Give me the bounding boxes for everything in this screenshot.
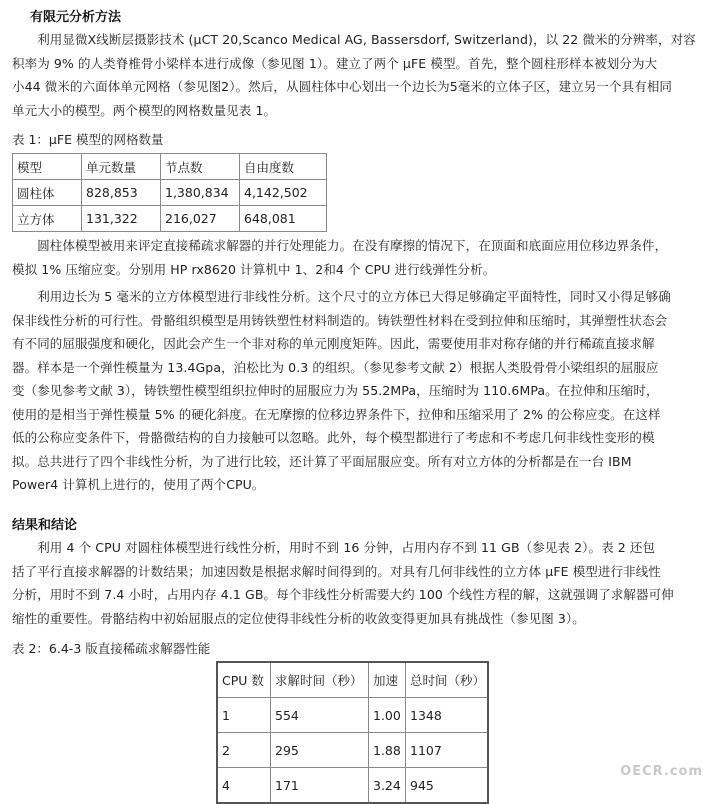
- table-header-row: [13, 154, 327, 180]
- text-line: 拟。总共进行了四个非线性分析，为了进行比较，还计算了平面屈服应变。所有对立方体的分析都是在一台 IBM: [12, 453, 632, 469]
- table-cell: 4,142,502: [240, 180, 327, 206]
- text-line: 利用显微X线断层摄影技术 (μCT 20,Scanco Medical AG, Bassersdorf, Switzerland)，以 22 微米的分辨率，对容: [12, 32, 696, 47]
- table-cell: 1348: [406, 698, 489, 733]
- table-cell: 立方体: [13, 206, 82, 232]
- table1-mesh-counts: [12, 153, 327, 232]
- text-line: 变（参见参考文献 3），铸铁塑性模型组织拉伸时的屈服应力为 55.2MPa，压缩时为 110.6MPa。在拉伸和压缩时，: [12, 383, 659, 398]
- text-line: 利用边长为 5 毫米的立方体模型进行非线性分析。这个尺寸的立方体已大得足够确定平面特性，同时又小得足够确: [12, 289, 671, 304]
- table-header-cell: 求解时间（秒）: [271, 662, 369, 698]
- text-line: 器。样本是一个弹性模量为 13.4Gpa，泊松比为 0.3 的组织。（参见参考文献 2）根据人类股骨骨小梁组织的屈服应: [12, 359, 659, 375]
- section-title-results: 结果和结论: [12, 518, 78, 533]
- text-line: 分析，用时不到 7.4 小时，占用内存 4.1 GB。每个非线性分析需要大约 100 个线性方程的解，这就强调了求解器可伸: [12, 587, 674, 602]
- methods-paragraph-3: [12, 285, 698, 497]
- table-cell: 4: [217, 768, 271, 804]
- methods-paragraph-1: [12, 28, 698, 122]
- table1-caption: 表 1：μFE 模型的网格数量: [12, 132, 164, 147]
- table-header-cell: 加速: [369, 662, 406, 698]
- table-row: [217, 768, 488, 804]
- table-cell: 216,027: [161, 206, 240, 232]
- table-cell: 圆柱体: [13, 180, 82, 206]
- table-header-cell: 总时间（秒）: [406, 662, 489, 698]
- text-line: 保非线性分析的可行性。骨骼组织模型是用铸铁塑性材料制造的。铸铁塑性材料在受到拉伸和压缩时，其弹塑性状态会: [12, 312, 668, 328]
- text-line: 缩性的重要性。骨骼结构中初始屈服点的定位使得非线性分析的收敛变得更加具有挑战性（参见图 3）。: [12, 610, 585, 626]
- table-header-cell: 模型: [13, 154, 82, 180]
- text-line: 括了平行直接求解器的计数结果；加速因数是根据求解时间得到的。对具有几何非线性的立方体 μFE 模型进行非线性: [12, 563, 661, 579]
- table-cell: 2: [217, 733, 271, 768]
- table-cell: 1: [217, 698, 271, 733]
- table-header-cell: 自由度数: [240, 154, 327, 180]
- table-header-cell: CPU 数: [217, 662, 271, 698]
- table-cell: 131,322: [82, 206, 161, 232]
- table-row: [217, 698, 488, 733]
- text-line: 单元大小的模型。两个模型的网格数量见表 1。: [12, 102, 277, 118]
- table-cell: 828,853: [82, 180, 161, 206]
- table-cell: 648,081: [240, 206, 327, 232]
- text-line: 圆柱体模型被用来评定直接稀疏求解器的并行处理能力。在没有摩擦的情况下，在顶面和底面应用位移边界条件，: [12, 238, 668, 253]
- table-header-cell: 单元数量: [82, 154, 161, 180]
- table-header-row: [217, 662, 488, 698]
- table2-caption: 表 2：6.4-3 版直接稀疏求解器性能: [12, 641, 211, 656]
- text-line: 低的公称应变条件下，骨骼微结构的自力接触可以忽略。此外，每个模型都进行了考虑和不考虑几何非线性变形的模: [12, 430, 655, 445]
- table-cell: 295: [271, 733, 369, 768]
- table-cell: 3.24: [369, 768, 406, 804]
- table-cell: 1.88: [369, 733, 406, 768]
- table-row: [217, 733, 488, 768]
- table2-solver-performance: [216, 661, 489, 804]
- results-paragraph-1: [12, 536, 698, 630]
- text-line: 模拟 1% 压缩应变。分别用 HP rx8620 计算机中 1、2和4 个 CPU 进行线弹性分析。: [12, 261, 496, 277]
- text-line: 积率为 9% 的人类脊椎骨小梁样本进行成像（参见图 1）。建立了两个 μFE 模型。首先，整个圆柱形样本被划分为大: [12, 55, 658, 71]
- table-cell: 1107: [406, 733, 489, 768]
- table-row: [13, 206, 327, 232]
- methods-paragraph-2: [12, 234, 698, 281]
- text-line: 小44 微米的六面体单元网格（参见图2）。然后，从圆柱体中心划出一个边长为5毫米的立体子区，建立另一个具有相同: [12, 79, 673, 94]
- table-cell: 945: [406, 768, 489, 804]
- table-cell: 1.00: [369, 698, 406, 733]
- table-cell: 171: [271, 768, 369, 804]
- text-line: 使用的是相当于弹性模量 5% 的硬化斜度。在无摩擦的位移边界条件下，拉伸和压缩采用了 2% 的公称应变。在这样: [12, 406, 661, 422]
- text-line: Power4 计算机上进行的，使用了两个CPU。: [12, 477, 265, 492]
- table-header-cell: 节点数: [161, 154, 240, 180]
- text-line: 利用 4 个 CPU 对圆柱体模型进行线性分析，用时不到 16 分钟，占用内存不到 11 GB（参见表 2）。表 2 还包: [12, 540, 656, 555]
- text-line: 有不同的屈服强度和硬化，因此会产生一个非对称的单元刚度矩阵。因此，需要使用非对称存储的并行稀疏直接求解: [12, 336, 655, 351]
- section-title-methods: 有限元分析方法: [30, 10, 122, 25]
- watermark: OECR.com: [620, 764, 703, 779]
- table-cell: 1,380,834: [161, 180, 240, 206]
- table-row: [13, 180, 327, 206]
- table-cell: 554: [271, 698, 369, 733]
